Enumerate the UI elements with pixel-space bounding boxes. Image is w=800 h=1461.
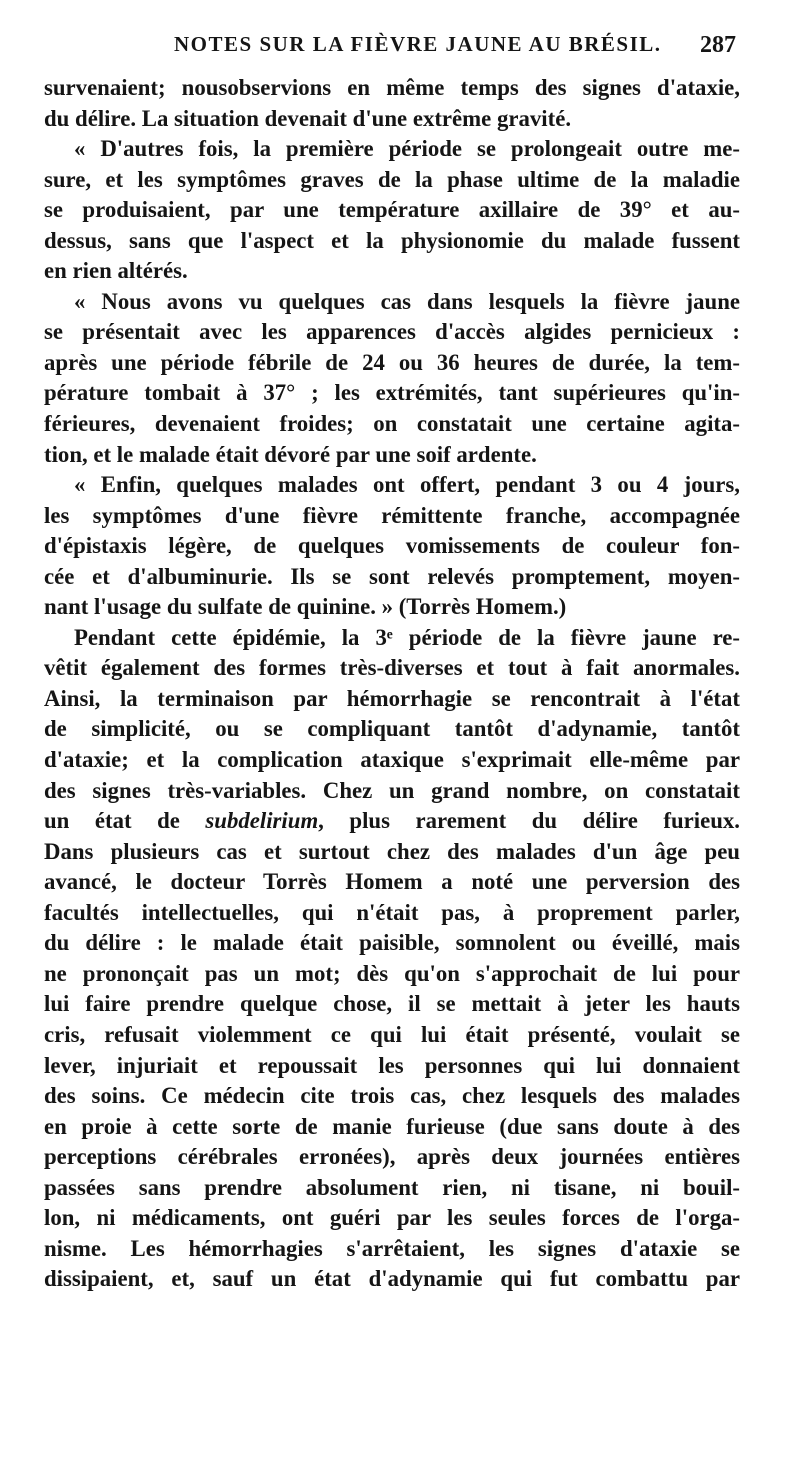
page-number: 287 (700, 32, 736, 58)
text-line: en rien altérés. (44, 258, 188, 284)
text-line: avancé, le docteur Torrès Homem a noté une perversion des (44, 869, 740, 895)
text-line: perceptions cérébrales erronées), après deux journées entières (44, 1144, 740, 1170)
text-line: d'épistaxis légère, de quelques vomissements de couleur fon- (44, 533, 740, 559)
text-line: facultés intellectuelles, qui n'était pas, à proprement parler, (44, 899, 740, 925)
text-line: « D'autres fois, la première période se prolongeait outre me- (74, 136, 740, 162)
paragraph (44, 287, 740, 470)
text-line: férieures, devenaient froides; on constatait une certaine agita- (44, 411, 740, 437)
text-line: des signes très-variables. Chez un grand nombre, on constatait (44, 777, 740, 803)
text-line: cris, refusait violemment ce qui lui était présenté, voulait se (44, 1021, 740, 1047)
paragraph (44, 623, 740, 1295)
text-line: lever, injuriait et repoussait les personnes qui lui donnaient (44, 1052, 740, 1078)
body-text (44, 73, 740, 1295)
text-line: des soins. Ce médecin cite trois cas, chez lesquels des malades (44, 1083, 740, 1109)
text-line: dessus, sans que l'aspect et la physionomie du malade fussent (44, 227, 740, 253)
paragraph (44, 134, 740, 287)
text-line: dissipaient, et, sauf un état d'adynamie qui fut combattu par (44, 1266, 740, 1292)
text-line: Pendant cette épidémie, la 3ᵉ période de la fièvre jaune re- (74, 624, 740, 650)
text-line: de simplicité, ou se compliquant tantôt d'adynamie, tantôt (44, 716, 740, 742)
italic-term: subdelirium (205, 808, 319, 834)
text-line: les symptômes d'une fièvre rémittente franche, accompagnée (44, 502, 740, 528)
text-line: Dans plusieurs cas et surtout chez des malades d'un âge peu (44, 838, 740, 864)
text-line: « Nous avons vu quelques cas dans lesquels la fièvre jaune (74, 288, 740, 314)
text-line: du délire : le malade était paisible, somnolent ou éveillé, mais (44, 930, 740, 956)
text-line: survenaient; nousobservions en même temps des signes d'ataxie, (44, 75, 740, 100)
text-line: cée et d'albuminurie. Ils se sont relevés promptement, moyen- (44, 563, 740, 589)
paragraph (44, 470, 740, 623)
text-line: lui faire prendre quelque chose, il se mettait à jeter les hauts (44, 991, 740, 1017)
text-line: vêtit également des formes très-diverses et tout à fait anormales. (44, 655, 740, 681)
text-line: nant l'usage du sulfate de quinine. » (Torrès Homem.) (44, 594, 567, 620)
text-line: passées sans prendre absolument rien, ni tisane, ni bouil- (44, 1174, 740, 1200)
text-line: se présentait avec les apparences d'accès algides pernicieux : (44, 319, 740, 345)
running-title: NOTES SUR LA FIÈVRE JAUNE AU BRÉSIL. (174, 32, 662, 56)
text-line: ne prononçait pas un mot; dès qu'on s'approchait de lui pour (44, 960, 740, 986)
text-line: Ainsi, la terminaison par hémorrhagie se rencontrait à l'état (44, 685, 740, 711)
text-line: après une période fébrile de 24 ou 36 heures de durée, la tem- (44, 349, 740, 375)
text-line: tion, et le malade était dévoré par une soif ardente. (44, 441, 537, 467)
text-line: en proie à cette sorte de manie furieuse (due sans doute à des (44, 1113, 740, 1139)
text-line: d'ataxie; et la complication ataxique s'exprimait elle-même par (44, 747, 740, 773)
text-line: du délire. La situation devenait d'une extrême gravité. (44, 105, 572, 131)
page-header (0, 30, 800, 60)
text-line: sure, et les symptômes graves de la phase ultime de la maladie (44, 166, 740, 192)
text-line: se produisaient, par une température axillaire de 39° et au- (44, 197, 740, 223)
text-line: pérature tombait à 37° ; les extrémités, tant supérieures qu'in- (44, 380, 740, 406)
text-line: lon, ni médicaments, ont guéri par les seules forces de l'orga- (44, 1205, 740, 1231)
text-line: un état de subdelirium, plus rarement du délire furieux. (44, 808, 741, 834)
paragraph (44, 73, 740, 134)
text-line: « Enfin, quelques malades ont offert, pendant 3 ou 4 jours, (74, 472, 740, 498)
text-line: nisme. Les hémorrhagies s'arrêtaient, les signes d'ataxie se (44, 1235, 740, 1261)
